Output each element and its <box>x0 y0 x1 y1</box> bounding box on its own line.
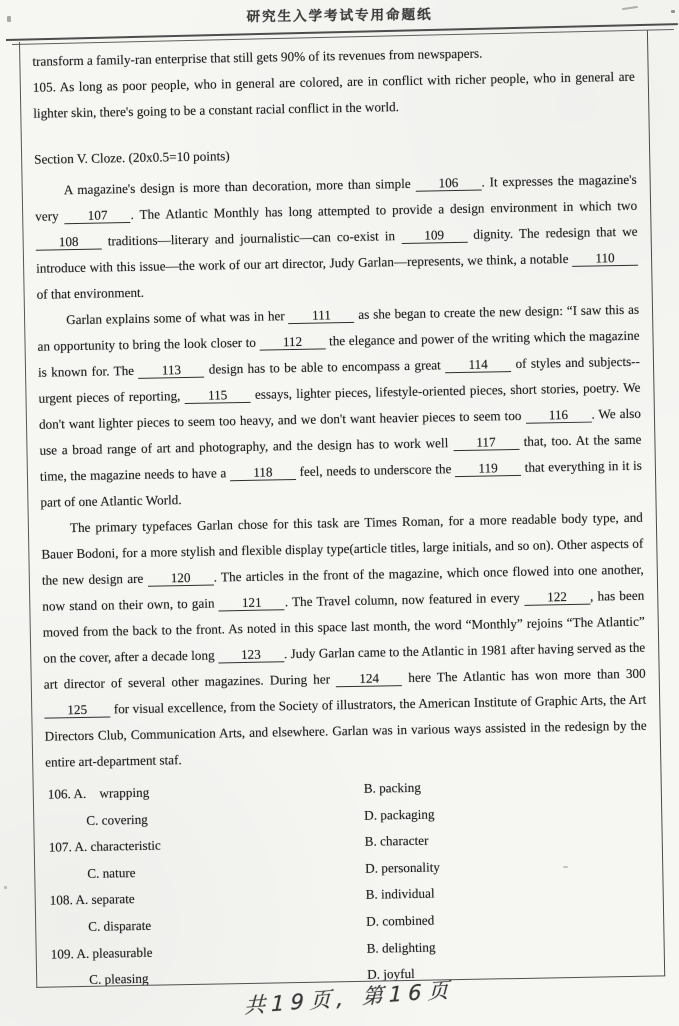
option-cell-right: B. character <box>364 832 429 849</box>
cloze-blank-122: 122 <box>524 589 590 606</box>
option-cell-right: D. packaging <box>364 806 435 823</box>
cloze-blank-107: 107 <box>64 207 130 224</box>
scan-artifact <box>671 10 675 13</box>
cloze-blank-108: 108 <box>36 234 102 251</box>
cloze-blank-125: 125 <box>44 701 110 718</box>
cloze-blank-119: 119 <box>455 460 521 477</box>
cloze-blank-113: 113 <box>138 362 204 379</box>
option-cell-left: C. disparate <box>88 917 152 934</box>
cloze-blank-109: 109 <box>401 227 467 244</box>
option-cell-left: C. pleasing <box>89 970 149 988</box>
option-cell-right: D. joyful <box>367 966 415 982</box>
option-cell-left: 108. A. separate <box>49 891 135 908</box>
option-cell-left: 107. A. characteristic <box>48 837 161 855</box>
cloze-blank-110: 110 <box>572 250 638 267</box>
answer-sheet-frame <box>19 30 665 987</box>
scan-artifact <box>563 866 568 868</box>
question-105-text: 105. As long as poor people, who in general are colored, are in conflict with richer people, who in general are lighter skin, there's going to be a constant racial conflict in the world. <box>32 68 635 121</box>
sheet-content <box>20 30 664 987</box>
option-cell-right: D. combined <box>366 912 435 929</box>
cloze-blank-112: 112 <box>259 333 325 350</box>
option-cell-left: C. covering <box>86 811 148 828</box>
scan-artifact <box>7 16 11 22</box>
cloze-blank-121: 121 <box>219 594 285 611</box>
cloze-blank-117: 117 <box>453 434 519 451</box>
option-cell-right: B. delighting <box>366 939 436 956</box>
cloze-blank-124: 124 <box>336 670 402 687</box>
option-cell-left: 106. A. wrapping <box>47 784 150 802</box>
page-header-title: 研究生入学考试专用命题纸 <box>246 6 433 25</box>
cloze-paragraph-2: Garlan explains some of what was in her 111 as she began to create the new design: “I saw this as an opportunity to bring the look closer to 112 the elegance and power of the writing which the magazine is known for. The 113 design has to be able to encompass a great 114 of styles and subjects--urgent pieces of reporting, 115 essays, lighter pieces, lifestyle-oriented pieces, short stories, poetry. We don't want lighter pieces to seem too heavy, and we don't want heavier pieces to seem too 116 . We also use a broad range of art and photography, and the design has to work well 117 that, too. At the same time, the magazine needs to have a 118 feel, needs to underscore the 119 that everything in it is part of one Atlantic World. <box>37 301 642 510</box>
section-heading: Section V. Cloze. (20x0.5=10 points) <box>34 148 230 167</box>
page-footer-note: 共19页, 第16页 <box>243 977 455 1019</box>
option-cell-left: C. nature <box>87 864 136 881</box>
option-cell-right: B. packing <box>363 779 422 796</box>
cloze-blank-120: 120 <box>147 570 213 587</box>
options-list <box>46 771 652 988</box>
cloze-paragraph-1: A magazine's design is more than decoration, more than simple 106 . It expresses the magazine's very 107 . The Atlantic Monthly has long attempted to provide a design environment in which two 108 traditions—literary and journalistic—can co-exist in 109 dignity. The redesign that we introduce with this issue—the work of our art director, Judy Garlan—represents, we think, a notable 110 of that environment. <box>35 171 638 302</box>
cloze-blank-123: 123 <box>218 646 284 663</box>
cloze-blank-114: 114 <box>445 356 511 373</box>
cloze-blank-116: 116 <box>525 407 591 424</box>
continued-text-line: transform a family-ran enterprise that still gets 90% of its revenues from newspapers. <box>32 45 483 69</box>
cloze-blank-106: 106 <box>415 175 481 192</box>
option-cell-right: B. individual <box>365 885 435 903</box>
cloze-paragraph-3: The primary typefaces Garlan chose for this task are Times Roman, for a more readable body type, and Bauer Bodoni, for a more stylish and flexible display type(article titles, large initials, and so on). Other aspects of the new design are 120 . The articles in the front of the magazine, which once flowed into one another, now stand on their own, to gain 121 . The Travel column, now featured in every 122 , has been moved from the back to the front. As noted in this space last month, the word “Monthly” rejoins “The Atlantic” on the cover, after a decade long 123 . Judy Garlan came to the Atlantic in 1981 after having served as the art director of several other magazines. During her 124 here The Atlantic has won more than 300 125 for visual excellence, from the Society of illustrators, the American Institute of Graphic Arts, the Art Directors Club, Communication Arts, and elsewhere. Garlan was in various ways assisted in the redesign by the entire art-department staf. <box>41 509 647 770</box>
scan-artifact <box>4 886 7 889</box>
cloze-blank-111: 111 <box>288 307 354 324</box>
option-cell-right: D. personality <box>365 859 441 876</box>
cloze-blank-115: 115 <box>185 387 251 404</box>
cloze-blank-118: 118 <box>230 464 296 481</box>
option-cell-left: 109. A. pleasurable <box>50 944 153 962</box>
